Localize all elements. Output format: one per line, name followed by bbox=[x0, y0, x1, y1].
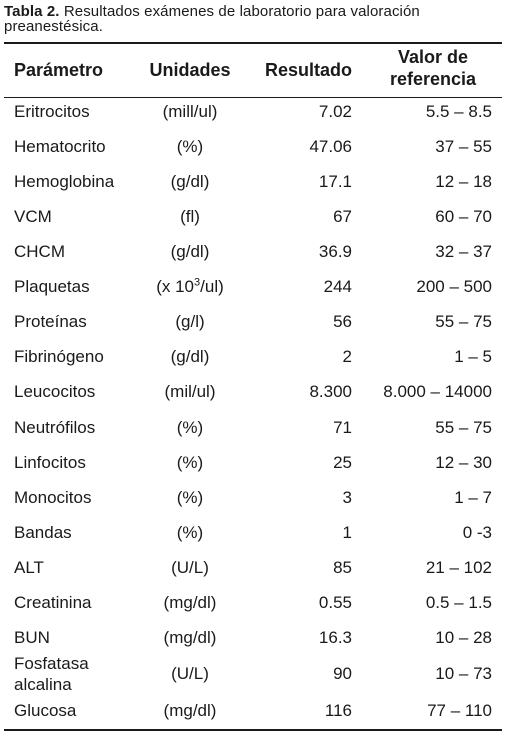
cell-param: Creatinina bbox=[14, 593, 92, 612]
unit-prefix: (x 10 bbox=[156, 277, 195, 296]
cell-unit: (mg/dl) bbox=[163, 593, 217, 612]
cell-result: 3 bbox=[342, 488, 352, 507]
cell-result: 25 bbox=[333, 453, 352, 472]
cell-reference: 10 – 28 bbox=[435, 628, 492, 647]
cell-reference: 77 – 110 bbox=[427, 701, 492, 720]
header-resultado: Resultado bbox=[264, 60, 352, 80]
header-ref-line1: Valor de bbox=[397, 47, 469, 67]
header-ref-line2: referencia bbox=[389, 69, 477, 89]
cell-reference: 0.5 – 1.5 bbox=[425, 593, 492, 612]
cell-reference: 1 – 5 bbox=[454, 347, 492, 366]
cell-result: 244 bbox=[323, 277, 352, 296]
cell-param-line2: alcalina bbox=[14, 675, 72, 694]
cell-reference: 32 – 37 bbox=[435, 242, 492, 261]
cell-unit: (mg/dl) bbox=[163, 701, 217, 720]
cell-reference: 10 – 73 bbox=[435, 664, 492, 683]
unit-suffix: /ul) bbox=[200, 277, 224, 296]
cell-reference: 0 -3 bbox=[462, 523, 492, 542]
cell-param: Monocitos bbox=[14, 488, 92, 507]
cell-reference: 12 – 30 bbox=[435, 453, 492, 472]
cell-reference: 55 – 75 bbox=[435, 312, 492, 331]
cell-param: Hematocrito bbox=[14, 137, 106, 156]
cell-result: 17.1 bbox=[318, 172, 352, 191]
cell-reference: 5.5 – 8.5 bbox=[425, 102, 492, 121]
cell-param: Fosfatasa bbox=[14, 654, 89, 673]
cell-reference: 8.000 – 14000 bbox=[383, 382, 492, 401]
cell-unit: (mil/ul) bbox=[164, 382, 216, 401]
cell-reference: 21 – 102 bbox=[425, 558, 492, 577]
cell-result: 0.55 bbox=[318, 593, 352, 612]
cell-result: 36.9 bbox=[318, 242, 352, 261]
table-caption bbox=[4, 4, 502, 34]
cell-reference: 12 – 18 bbox=[435, 172, 492, 191]
header-parametro: Parámetro bbox=[14, 60, 104, 80]
cell-reference: 55 – 75 bbox=[435, 418, 492, 437]
cell-unit: (%) bbox=[176, 488, 204, 507]
unit-superscript: 3 bbox=[194, 276, 201, 289]
top-rule bbox=[4, 42, 502, 44]
cell-result: 8.300 bbox=[309, 382, 352, 401]
cell-param: ALT bbox=[14, 558, 44, 577]
header-valor-referencia bbox=[372, 46, 494, 90]
cell-unit: (%) bbox=[176, 453, 204, 472]
cell-unit: (U/L) bbox=[171, 558, 209, 577]
cell-result: 56 bbox=[333, 312, 352, 331]
cell-unit: (%) bbox=[176, 418, 204, 437]
cell-result: 7.02 bbox=[318, 102, 352, 121]
cell-param: Fibrinógeno bbox=[14, 347, 104, 366]
cell-unit bbox=[130, 277, 250, 297]
cell-result: 90 bbox=[333, 664, 352, 683]
cell-reference: 1 – 7 bbox=[454, 488, 492, 507]
cell-param: Bandas bbox=[14, 523, 72, 542]
cell-reference: 37 – 55 bbox=[435, 137, 492, 156]
cell-result: 1 bbox=[342, 523, 352, 542]
cell-result: 2 bbox=[342, 347, 352, 366]
cell-unit: (mg/dl) bbox=[163, 628, 217, 647]
cell-param: Eritrocitos bbox=[14, 102, 90, 121]
cell-param: Proteínas bbox=[14, 312, 87, 331]
cell-result: 116 bbox=[324, 701, 352, 720]
cell-param: CHCM bbox=[14, 242, 65, 261]
cell-unit: (mill/ul) bbox=[162, 102, 218, 121]
cell-result: 67 bbox=[333, 207, 352, 226]
cell-reference: 60 – 70 bbox=[435, 207, 492, 226]
caption-text: Resultados exámenes de laboratorio para valoración preanestésica. bbox=[4, 3, 420, 35]
cell-param: Neutrófilos bbox=[14, 418, 96, 437]
cell-param: VCM bbox=[14, 207, 52, 226]
cell-unit: (g/dl) bbox=[170, 347, 210, 366]
cell-unit: (g/dl) bbox=[170, 172, 210, 191]
cell-param: Hemoglobina bbox=[14, 172, 115, 191]
cell-param: BUN bbox=[14, 628, 50, 647]
cell-unit: (%) bbox=[176, 523, 204, 542]
cell-result: 71 bbox=[333, 418, 352, 437]
cell-param: Glucosa bbox=[14, 701, 77, 720]
cell-reference: 200 – 500 bbox=[416, 277, 492, 296]
cell-param: Plaquetas bbox=[14, 277, 90, 296]
cell-unit: (fl) bbox=[180, 207, 200, 226]
cell-param: Linfocitos bbox=[14, 453, 86, 472]
cell-result: 16.3 bbox=[318, 628, 352, 647]
cell-result: 85 bbox=[333, 558, 352, 577]
cell-unit: (%) bbox=[176, 137, 204, 156]
cell-unit: (g/dl) bbox=[170, 242, 210, 261]
cell-unit: (g/l) bbox=[175, 312, 205, 331]
bottom-rule bbox=[4, 729, 502, 731]
cell-unit: (U/L) bbox=[171, 664, 209, 683]
header-rule bbox=[4, 97, 502, 98]
cell-param: Leucocitos bbox=[14, 382, 96, 401]
caption-label: Tabla 2. bbox=[4, 3, 60, 20]
cell-result: 47.06 bbox=[309, 137, 352, 156]
header-unidades: Unidades bbox=[149, 60, 231, 80]
